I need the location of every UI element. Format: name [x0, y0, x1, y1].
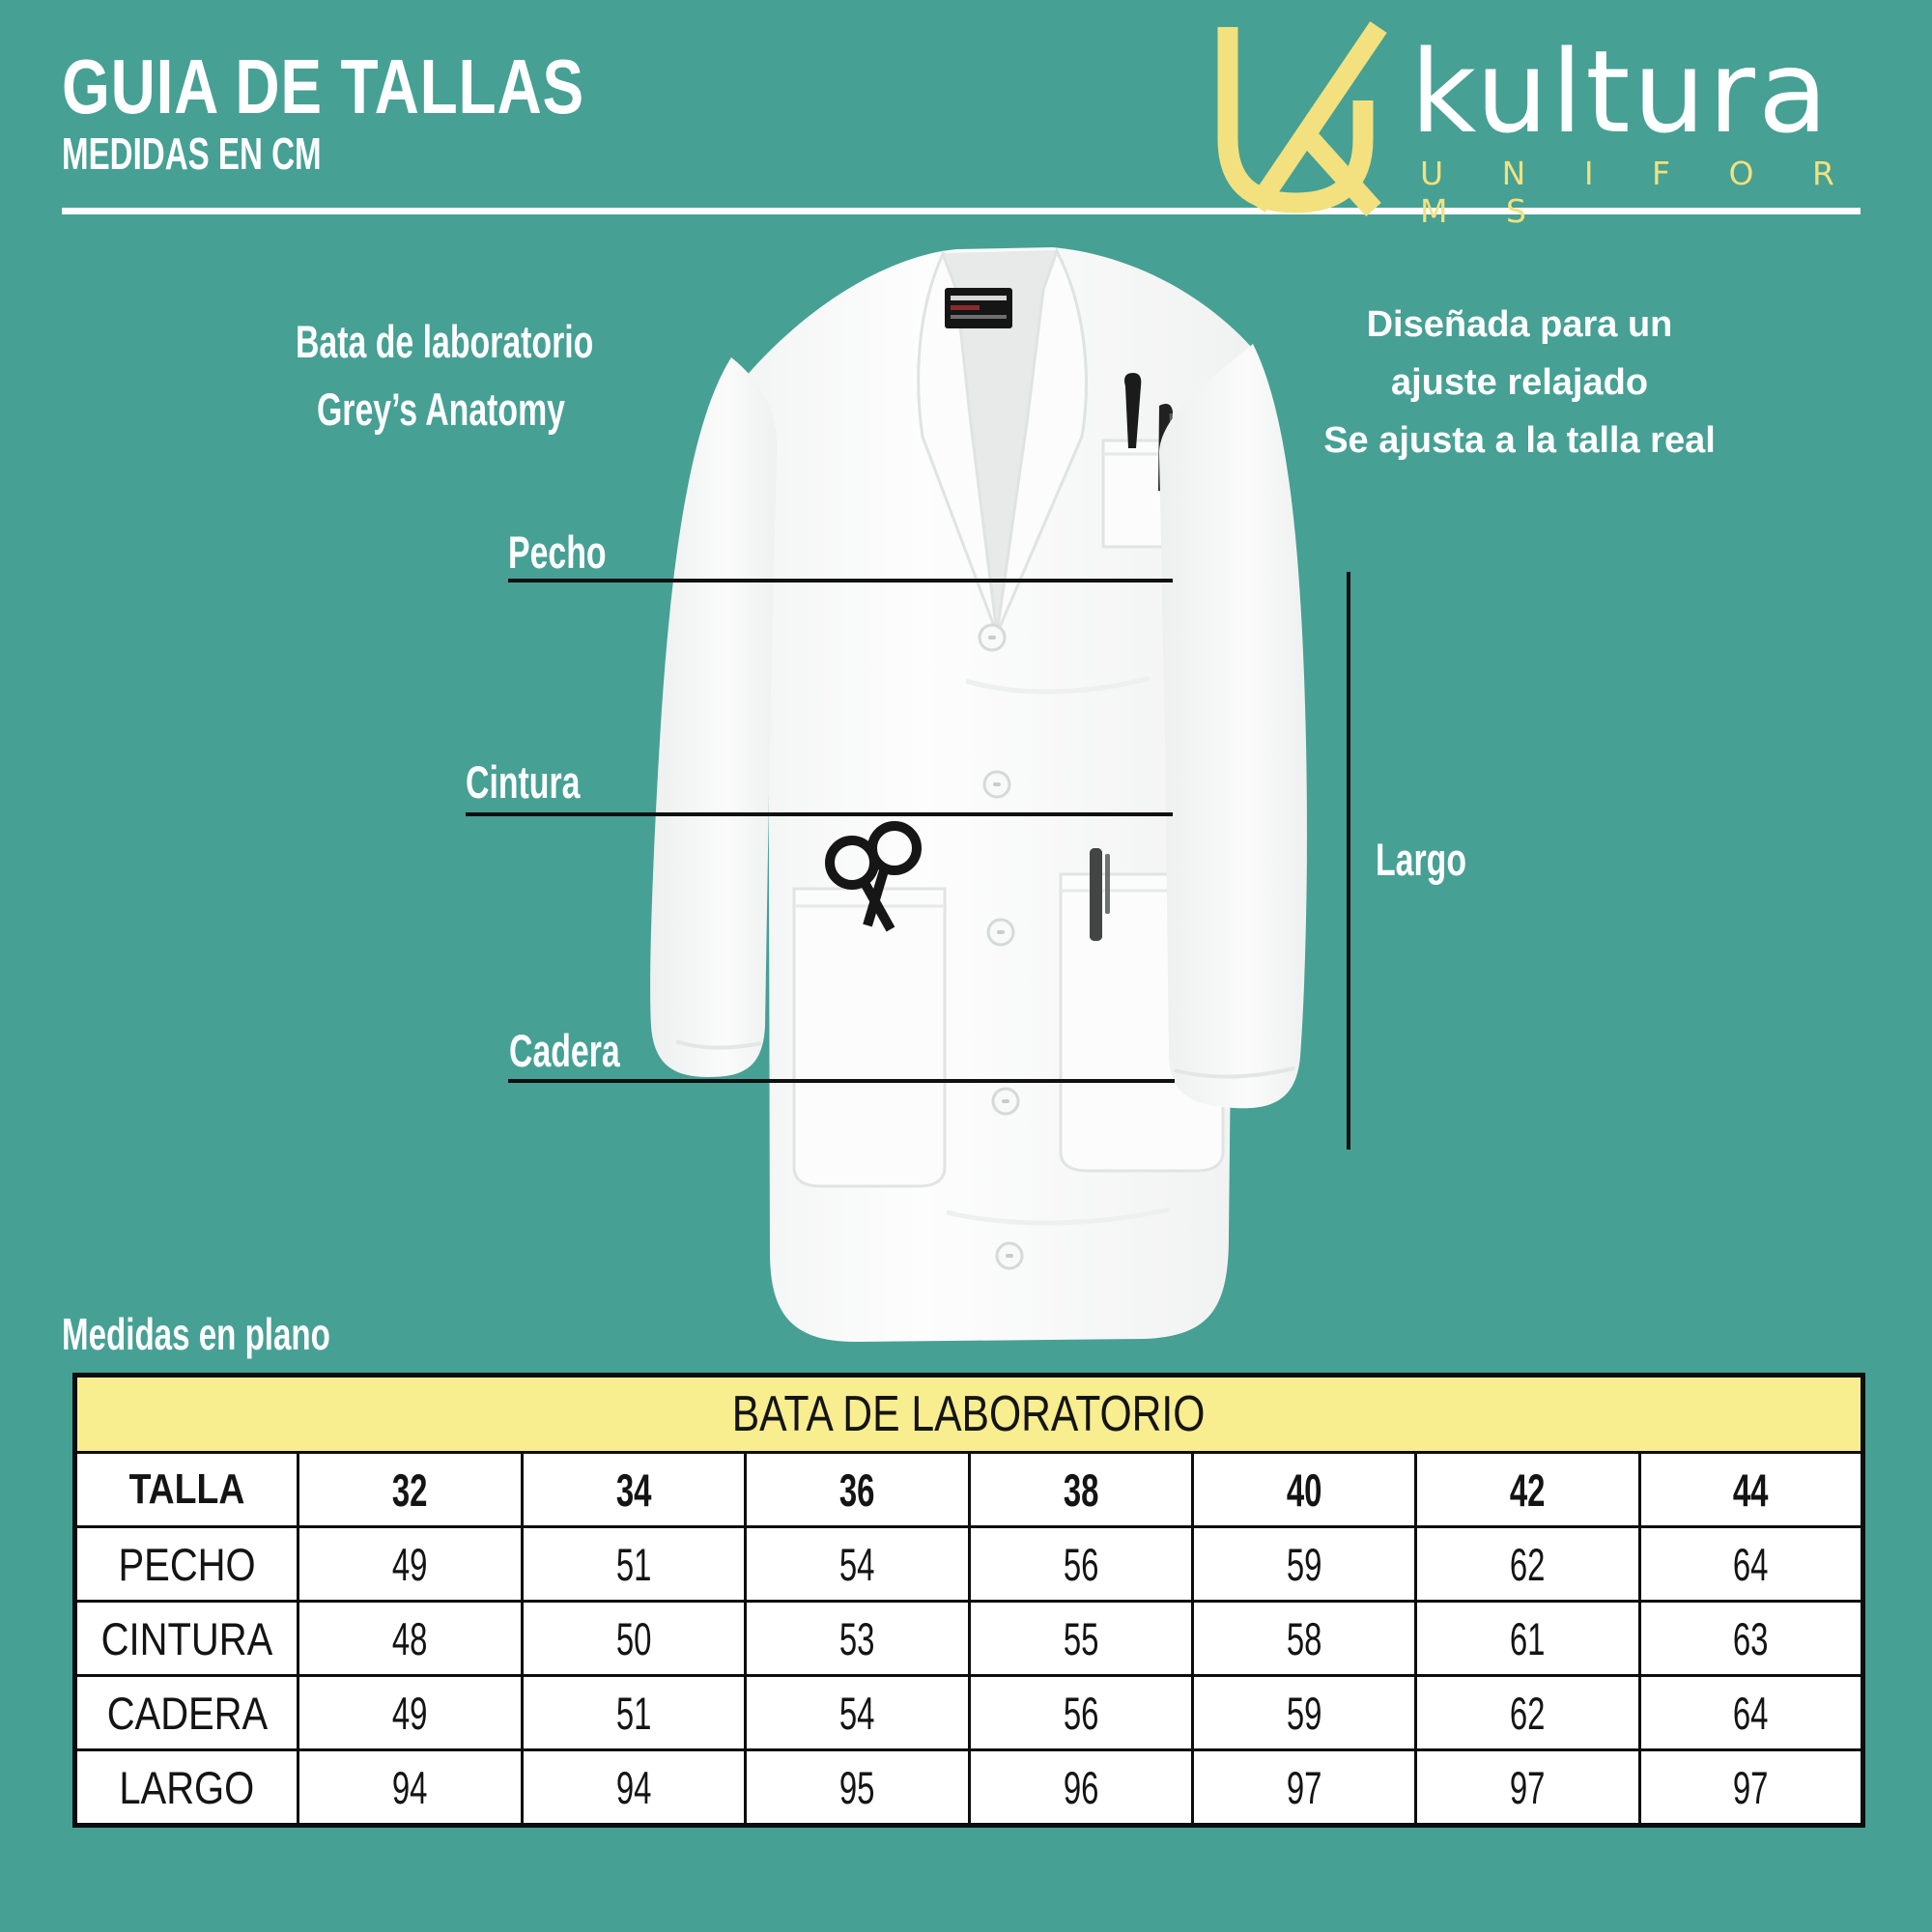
table-row-pecho	[75, 1527, 1863, 1602]
value-cell: 94	[522, 1750, 745, 1826]
table-title-row	[75, 1376, 1863, 1453]
cintura-measure-line	[466, 812, 1173, 816]
value-cell: 59	[1192, 1527, 1415, 1602]
largo-measure-line	[1347, 572, 1350, 1150]
table-row-largo	[75, 1750, 1863, 1826]
value-cell: 56	[969, 1676, 1192, 1750]
left-sleeve	[650, 357, 777, 1077]
value-cell: 97	[1416, 1750, 1639, 1826]
value-cell: 64	[1639, 1676, 1862, 1750]
row-label: LARGO	[75, 1750, 298, 1826]
table-note	[62, 1308, 435, 1360]
product-name-line1	[238, 315, 643, 368]
value-cell: 51	[522, 1676, 745, 1750]
value-cell: 94	[298, 1750, 522, 1826]
table-row-cintura	[75, 1602, 1863, 1676]
value-cell: 59	[1192, 1676, 1415, 1750]
size-column-header: 34	[522, 1453, 745, 1527]
value-cell: 54	[746, 1527, 969, 1602]
row-label: CINTURA	[75, 1602, 298, 1676]
table-note-text: Medidas en plano	[62, 1309, 330, 1359]
fit-note-line3: Se ajusta a la talla real	[1323, 420, 1716, 461]
value-cell: 58	[1192, 1602, 1415, 1676]
cintura-label	[466, 755, 625, 809]
page-title-text: GUIA DE TALLAS	[62, 43, 584, 129]
value-cell: 53	[746, 1602, 969, 1676]
largo-label-text: Largo	[1376, 834, 1467, 885]
right-sleeve	[1159, 344, 1307, 1108]
table-title-text: BATA DE LABORATORIO	[732, 1386, 1206, 1442]
page-subtitle	[62, 128, 422, 180]
cintura-label-text: Cintura	[466, 756, 581, 808]
size-table-body	[75, 1376, 1863, 1826]
value-cell: 54	[746, 1676, 969, 1750]
size-column-header: 40	[1192, 1453, 1415, 1527]
page-subtitle-text: MEDIDAS EN CM	[62, 128, 322, 179]
pecho-label-text: Pecho	[508, 526, 607, 578]
table-row-cadera	[75, 1676, 1863, 1750]
brand-tagline-text: U N I F O R M S	[1420, 155, 1859, 230]
size-column-header: 36	[746, 1453, 969, 1527]
value-cell: 51	[522, 1527, 745, 1602]
size-column-header: 38	[969, 1453, 1192, 1527]
value-cell: 56	[969, 1527, 1192, 1602]
table-title-cell	[75, 1376, 1863, 1453]
value-cell: 64	[1639, 1527, 1862, 1602]
row-label: PECHO	[75, 1527, 298, 1602]
value-cell: 62	[1416, 1676, 1639, 1750]
cadera-measure-line	[508, 1079, 1175, 1083]
left-hip-pocket	[794, 889, 945, 1186]
product-name-line2-text: Grey’s Anatomy	[316, 384, 565, 435]
value-cell: 55	[969, 1602, 1192, 1676]
cadera-label	[509, 1024, 663, 1077]
value-cell: 97	[1639, 1750, 1862, 1826]
brand-tagline	[1420, 155, 1932, 230]
value-cell: 63	[1639, 1602, 1862, 1676]
value-cell: 96	[969, 1750, 1192, 1826]
value-cell: 95	[746, 1750, 969, 1826]
size-table	[72, 1373, 1865, 1828]
value-cell: 48	[298, 1602, 522, 1676]
brand-wordmark	[1410, 25, 1831, 158]
value-cell: 61	[1416, 1602, 1639, 1676]
size-column-header: 32	[298, 1453, 522, 1527]
page-title	[62, 43, 715, 131]
fit-note-line1: Diseñada para un	[1366, 304, 1673, 345]
brand-wordmark-text: kultura	[1410, 25, 1832, 158]
size-row-header-cell	[75, 1453, 298, 1527]
size-column-header: 44	[1639, 1453, 1862, 1527]
cadera-label-text: Cadera	[509, 1025, 620, 1076]
product-name-line1-text: Bata de laboratorio	[295, 316, 594, 367]
size-column-header: 42	[1416, 1453, 1639, 1527]
value-cell: 49	[298, 1676, 522, 1750]
pecho-label	[508, 526, 644, 579]
row-label: CADERA	[75, 1676, 298, 1750]
collar-tag	[945, 288, 1012, 328]
size-header-row	[75, 1453, 1863, 1527]
value-cell: 62	[1416, 1527, 1639, 1602]
fit-note-line2: ajuste relajado	[1390, 362, 1649, 403]
value-cell: 50	[522, 1602, 745, 1676]
fit-note	[1312, 296, 1727, 469]
value-cell: 49	[298, 1527, 522, 1602]
largo-label	[1376, 833, 1502, 886]
kultura-monogram-icon	[1196, 15, 1413, 218]
product-name-line2	[238, 383, 643, 436]
size-row-header-text: TALLA	[128, 1465, 245, 1513]
pecho-measure-line	[508, 579, 1173, 582]
value-cell: 97	[1192, 1750, 1415, 1826]
